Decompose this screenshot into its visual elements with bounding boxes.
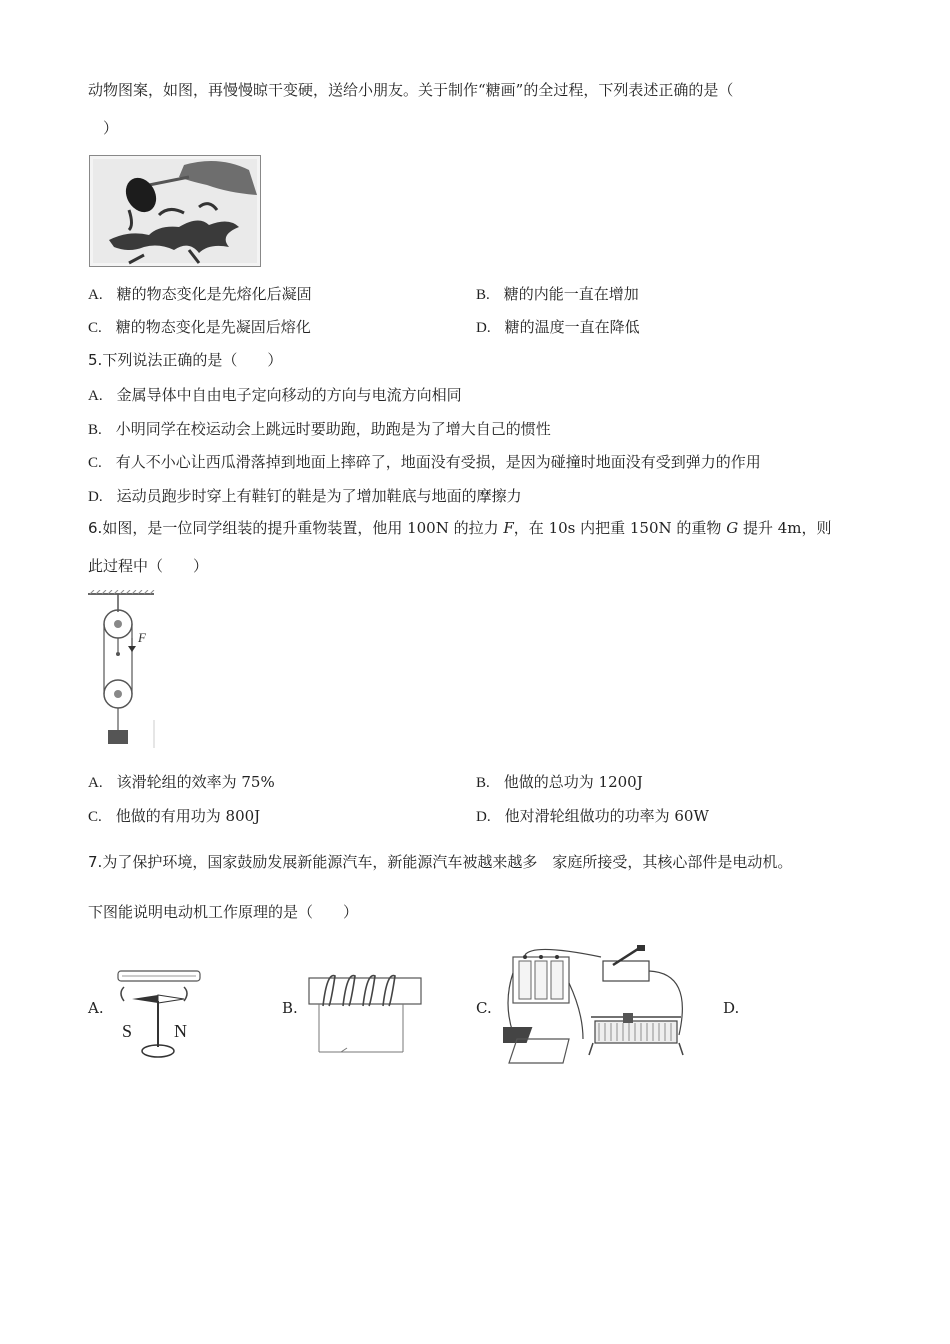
option-label: D. <box>88 489 103 505</box>
option-text: 运动员跑步时穿上有鞋钉的鞋是为了增加鞋底与地面的摩擦力 <box>116 487 522 505</box>
force-variable: F <box>503 519 514 537</box>
q4-option-b[interactable] <box>476 284 639 305</box>
q6-stem-line2: 此过程中（ ） <box>88 557 209 575</box>
q7-stem-text: 为了保护环境，国家鼓励发展新能源汽车，新能源汽车被越来越多 家庭所接受，其核心部件是电动机。 <box>102 853 793 871</box>
q7-stem-line2: 下图能说明电动机工作原理的是（ ） <box>88 903 359 921</box>
q5-option-d[interactable] <box>88 486 522 507</box>
option-label: C. <box>88 455 102 471</box>
option-text: 他做的总功为 1200J <box>503 773 643 791</box>
option-label: D. <box>476 320 491 336</box>
south-pole-label: S <box>122 1021 133 1041</box>
option-label: B. <box>88 422 102 438</box>
weight-variable: G <box>726 519 739 537</box>
q5-option-c[interactable] <box>88 452 761 473</box>
q7-stem-line1 <box>88 852 792 872</box>
battery-switch-rheostat-figure <box>503 943 703 1071</box>
option-label: C. <box>88 320 102 336</box>
pulley-system-figure <box>88 590 160 750</box>
force-label: F <box>138 630 146 645</box>
q6-stem-part: 如图，是一位同学组装的提升重物装置，他用 100N 的拉力 <box>102 519 504 537</box>
option-text: 糖的物态变化是先凝固后熔化 <box>115 318 311 336</box>
option-label: A. <box>88 388 103 404</box>
option-text: 有人不小心让西瓜滑落掉到地面上摔碎了，地面没有受损，是因为碰撞时地面没有受到弹力的作用 <box>115 453 761 471</box>
option-text: 糖的物态变化是先熔化后凝固 <box>116 285 312 303</box>
option-label: D. <box>476 809 491 825</box>
q4-stem-line2: ） <box>103 119 119 137</box>
question-number: 6. <box>88 519 103 537</box>
q6-stem-part: ，在 10s 内把重 150N 的重物 <box>513 519 727 537</box>
option-label: B. <box>476 775 490 791</box>
q5-option-a[interactable] <box>88 385 462 406</box>
q5-option-b[interactable] <box>88 419 551 440</box>
option-label: C. <box>88 809 102 825</box>
compass-wire-figure <box>110 965 206 1069</box>
q7-choice-c-label[interactable]: C. <box>476 999 492 1017</box>
q4-option-d[interactable] <box>476 317 640 338</box>
option-text: 该滑轮组的效率为 75% <box>116 773 275 791</box>
q6-stem-part: 提升 4m，则 <box>738 519 832 537</box>
q5-stem <box>88 350 282 370</box>
q7-choice-a-label[interactable]: A. <box>88 999 104 1017</box>
question-number: 7. <box>88 853 103 871</box>
north-pole-label: N <box>174 1021 187 1041</box>
option-text: 小明同学在校运动会上跳远时要助跑，助跑是为了增大自己的惯性 <box>115 420 551 438</box>
q6-option-b[interactable] <box>476 772 643 793</box>
q4-stem-line1: 动物图案，如图，再慢慢晾干变硬，送给小朋友。关于制作“糖画”的全过程，下列表述正确的是（ <box>88 81 734 99</box>
option-text: 他对滑轮组做功的功率为 60W <box>504 807 709 825</box>
q6-stem-line1 <box>88 518 831 538</box>
coil-circuit-figure <box>305 972 425 1060</box>
q5-stem-text: 下列说法正确的是（ ） <box>102 351 283 369</box>
option-text: 糖的内能一直在增加 <box>503 285 639 303</box>
q7-choice-d-label[interactable]: D. <box>723 999 740 1017</box>
q6-option-a[interactable] <box>88 772 275 793</box>
option-text: 金属导体中自由电子定向移动的方向与电流方向相同 <box>116 386 462 404</box>
option-label: A. <box>88 287 103 303</box>
question-number: 5. <box>88 351 103 369</box>
q6-option-c[interactable] <box>88 806 260 827</box>
q4-option-a[interactable] <box>88 284 312 305</box>
q7-choice-b-label[interactable]: B. <box>282 999 298 1017</box>
option-label: A. <box>88 775 103 791</box>
option-text: 他做的有用功为 800J <box>115 807 261 825</box>
sugar-painting-photo <box>89 155 261 267</box>
option-text: 糖的温度一直在降低 <box>504 318 640 336</box>
option-label: B. <box>476 287 490 303</box>
q4-option-c[interactable] <box>88 317 311 338</box>
q6-option-d[interactable] <box>476 806 709 827</box>
